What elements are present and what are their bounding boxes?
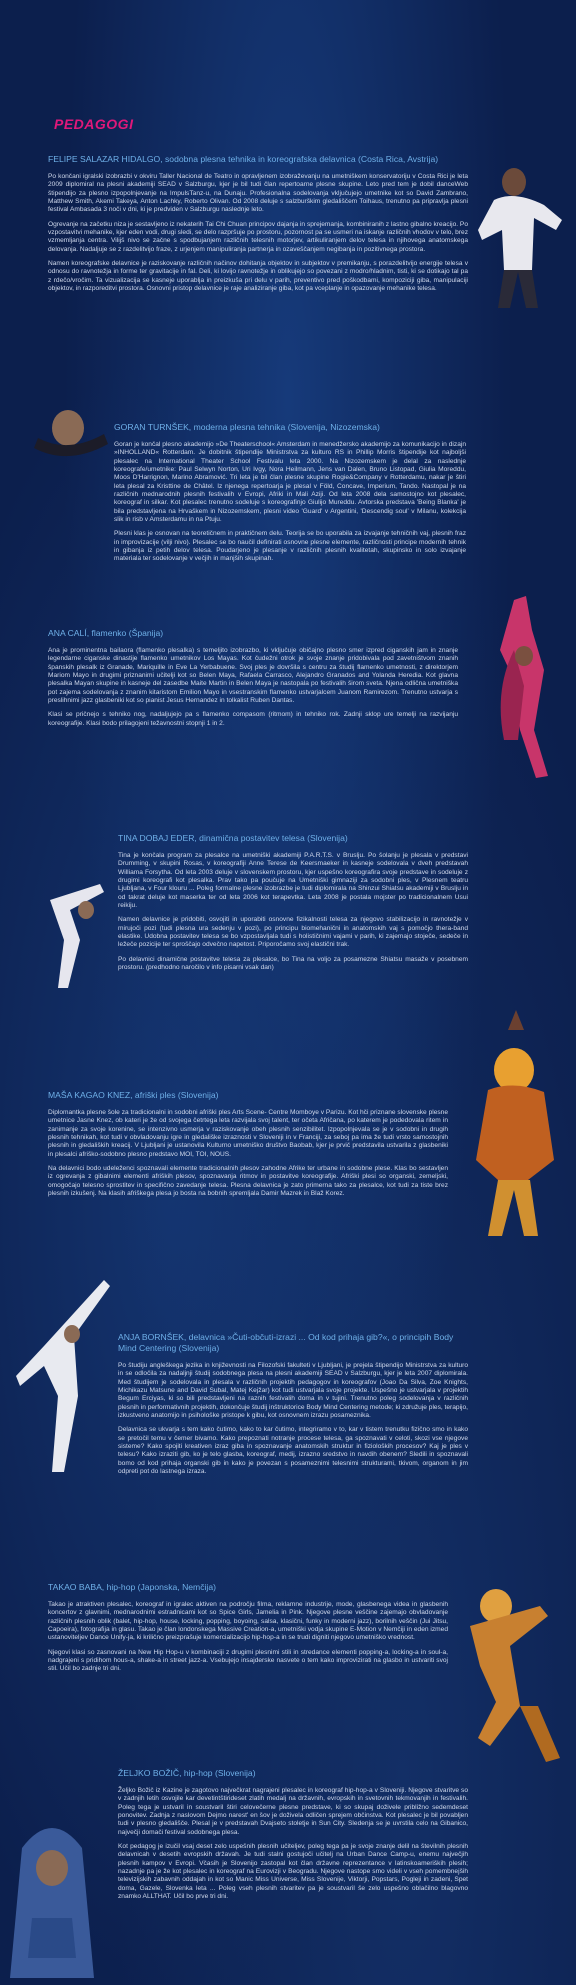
- section-heading: MAŠA KAGAO KNEZ, afriški ples (Slovenija): [48, 1090, 219, 1100]
- dancer-photo-bornsek: [14, 1276, 118, 1476]
- page-title: PEDAGOGI: [54, 116, 134, 132]
- section-paragraph: Goran je končal plesno akademijo »De Theaterschool« Amsterdam in menedžersko akademijo za komunikacijo in dizajn »INHOLLAND« Rotterdam. Je dobitnik štipendije Ministrstva za kulturo RS in Phillip Morris štipendije kot najboljši plesalec na International Theater School Festivalu leta 2000. Na Nizozemskem je delal za naslednje koreografe/umetnike: Paul Selwyn Norton, Uri Ivgy, Nora Heilmann, Jens van Dalen, Bruno Listopad, Giulia Moreddu, Moos D'Harrignon, Marino Abramović. Tri leta je bil član plesne skupine Rogie&Company v Rotterdamu, nakar je štiri leta plesal za Kristtine de Châtel. Iz njenega repertoarja je plesal v Föld, Concave, Imperium, Tando. Nastopal je na različnih mednarodnih plesnih festivalih v Evropi, Afriki in Mali Aziji. Od leta 2008 dela samostojno kot plesalec, koreograf in silkar. Kot plesalec trenutno sodeluje s koreografinjo Giulijo Mureddu. Avtorska predstava 'Being Blanka' je bila predstavljena na Hrvaškem in Nizozemskem, plesni video 'Guard' v Argentini, 'Descendig soul' v Milanu, kolekcija slik in risb v Amsterdamu in na Ptuju.: [114, 441, 466, 524]
- section-paragraph: Namen delavnice je pridobiti, osvojiti in uporabiti osnovne fizikalnosti telesa za njegovo stabilizacijo in ravnotežje v mirujoči pozi (tudi plesna ura sedenju v pozi), po principu biomehanični in anatomskih vaj s pomočjo thera-band elastike. Udobna postavitev telesa se bo vzpostavljala tudi s holističnimi vajami v parih, ki zajemajo stoječe, sedeče in ležeče pozicije ter sproščajo odvečno napetost. Priporočamo svoj elastični trak.: [118, 916, 468, 949]
- section-dobaj-eder: [118, 833, 468, 978]
- section-heading: ANJA BORNŠEK, delavnica »Čuti-občuti-izrazi ... Od kod prihaja gib?«, o principih Body Mind Centering (Slovenija): [118, 1332, 454, 1353]
- section-salazar: [48, 154, 468, 299]
- section-heading: ŽELJKO BOŽIČ, hip-hop (Slovenija): [118, 1768, 256, 1778]
- section-paragraph: Tina je končala program za plesalce na umetniški akademiji P.A.R.T.S. v Bruslju. Po šolanju je plesala v predstavi Drumming, v skupini Rosas, v koreografiji Anne Terese de Keersmaeker in kasneje sodelovala v dveh predstavah Williama Forsytha. Od leta 2003 deluje v slovenskem prostoru, kjer uspešno koreografira svoje predstave in sodeluje z drugimi koreografi kot plesalka. Prav tako pa poučuje na Umetniški gimnaziji za sodobni ples, v Plesnem teatru Ljubljana, v Four klouru ... Poleg formalne plesne izobrazbe je tudi diplomirala na Shinzui Shiatsu akademiji v Bruslju in od takrat deluje kot maserka ter od leta 2006 kot terapevtka. Leta 2008 je postala mojster po tradicionalnem Usui reikiju.: [118, 852, 468, 910]
- section-paragraph: Ana je prominentna bailaora (flamenko plesalka) s temeljito izobrazbo, ki vključuje običajno plesno smer izpred ciganskih jam in znanje legendarne ciganske dinastije flamenko umetnikov Los Mayas. Kot čudežni otrok je svoje znanje pridobivala pod zavetništvom znanih španskih plesalk iz Granade, Mariquille in Eve La Yerbabuene. Svoj ples je dovršila s centru za študij flamenko umetnosti, z direktorjem Mariom Mayo in drugimi priznanimi učitelji kot so Belen Maya, Rafaela Carrasco, Alejandro Granados and Yolanda Heredia. Kot glavna plesalka Mayan skupine in kasneje del zasedbe Maite Martin in Belen Maya je nastopala po festivalih širom sveta. Njena odlična umetniška pot zajema sodelovanja z znanim kitaristom Emilion Mayo in vsestranskim flamenko ustvarjalcem Juanom Ramirezom. Trenutno ustvarja s preslihnimi jazz glasbeniki kot so pianist Jesus Hernandez in tolkalist Ruben Dantas.: [48, 647, 458, 705]
- section-bornsek: [118, 1332, 468, 1482]
- dancer-photo-baba: [450, 1566, 570, 1766]
- section-heading: TINA DOBAJ EDER, dinamična postavitev telesa (Slovenija): [118, 833, 348, 843]
- section-paragraph: Po končani igralski izobrazbi v okviru Taller Nacional de Teatro in opravljenem izobraževanju na umetniškem konservatoriju v Costa Rici je leta 2009 diplomiral na plesni akademiji SEAD v Salzburgu, kjer je bil tudi član repertoarne plesne skupine. Leto pred tem je dobil danceWeb štipendijo za plesno izpopolnjevanje na ImpulsTanz-u, na Dunaju. Profesionalna sodelovanja vključujejo umetnike kot so David Zambrano, Matthew Smith, Akemi Takeya, Anton Lachky, Roberto Olivan. Od 2008 deluje s salzburškim gledališčem Toihaus, trenutno pa pripravlja plesni festival Ambasada 3 noči v dni, ki je predviden v Salzburgu naslednje leto.: [48, 173, 468, 214]
- section-heading: GORAN TURNŠEK, moderna plesna tehnika (Slovenija, Nizozemska): [114, 422, 380, 432]
- section-paragraph: Ogrevanje na začetku niza je sestavljeno iz nekaterih Tai Chi Chuan principov dajanja in sprejemanja, kombiniranih z lastno gibalno kreacijo. Po vzpostavitvi mehanike, kjer eden vodi, drugi sledi, se delo razpršuje po prostoru, pozornost pa se usmeri na iskanje različnih vhodov v telo, brez vzmemljanja centra. Vilijš nivo se začne s spodbujanjem različnih telesnih motorjev, artikuliranjem delov telesa in njihovega anatomskega delovanja. Nadaljuje se z razdelitvijo fraze, z urjenjem manipuliranja partnerja in ozaveščanjem negibanja in pozitivnega prostora.: [48, 220, 468, 253]
- section-paragraph: Njegovi klasi so zasnovani na New Hip Hop-u v kombinaciji z drugimi plesnimi stili in stredance elementi popping-a, locking-a in soul-a, nadgrajeni s pridihom hous-a, shake-a in street jazz-a. Vsebujejo insajderske nasvete o tem kako improvizirati na glasbo in ustvariti svoj stil. Učil bo zadnje tri dni.: [48, 1648, 448, 1673]
- section-paragraph: Željko Božič iz Kazine je zagotovo največkrat nagrajeni plesalec in koreograf hip-hop-a v Sloveniji. Njegove stvaritve so v zadnjih letih osvojile kar devetintštirideset zlatih medalj na državnih, evropskih in svetovnih tekmovanjih in festivalih. Poleg tega je ustvaril in soustvaril štiri celovečerne plesne predstave, ki so skupaj doživele približno sedemdeset ponovitev. Zadnja z naslovom Dejmo narest' en šov je doživela odličen sprejem občinstva. Kot plesalec je bil povabljen tudi v plesno gledališče. Plesal je v predstavah Dvajseto stoletje in Sun City. Sledenja se je uvrstila celo na Gibanico, največji domači festival sodobnega plesa.: [118, 1787, 468, 1836]
- section-paragraph: Plesni klas je osnovan na teoretičnem in praktičnem delu. Teorija se bo uporabila za izvajanje tehničnih vaj, plesnih fraz in improvizacije (vilji nivo). Plesalec se bo naučil definirati osnovne plesne elemente, različnosti principe modernih tehnik in gibanja iz petih delov telesa. Poudarjeno je plesanje v različnih plesnih kvalitetah, skupinsko in solo izvajanje materiala ter sodelovanje v večjih in manjših skupinah.: [114, 530, 466, 563]
- section-heading: TAKAO BABA, hip-hop (Japonska, Nemčija): [48, 1582, 216, 1592]
- section-paragraph: Kot pedagog je izučil vsaj deset zelo uspešnih plesnih učiteljev, poleg tega pa je svoje znanje delil na številnih plesnih delavnicah v desetih evropskih državah. Je tudi stalni gostujoči učitelj na Urban Dance Camp-u, enemu največjih plesnih kampov v Evropi. Včasih je Slovenijo zastopal kot član državne reprezentance v latinskoameriških plesih; nazadnje pa je že kot plesalec in koreograf na Eurovizji v Beogradu. Njegove nastope smo videli v vseh pomembnejših televizijskih zabavnih oddajah in kot so Manic Miss Universe, Miss Slovenije, Viktorji, Popstars, Pogleji in zadeni, Spet doma, Gazele, Slovenka leta ... Poleg vseh plesnih stvaritev pa je soustvaril še zelo uspešno oblačilno blagovno znamko ALLTHAT. Učil bo prve tri dni.: [118, 1843, 468, 1901]
- section-paragraph: Takao je atraktiven plesalec, koreograf in igralec aktiven na področju filma, reklamne industrije, mode, glasbenega videa in glasbenih koncertov z glavnimi, mednarodnimi estradnicami kot so Spice Girls, Jamelia in Pink. Njegove plesne veščine zajemajo obvladovanje različnih plesnih oblik (balet, hip-hop, house, locking, popping, boyoing, salsa, klasični, funky in moderni jazz), borilnih veščin (Jui Jitsu, Capoeira), fotografija in glasu. Takao je član londonskega Massive Creation-a, umetniški vodja skupine E-Motion v Nemčiji in eden izmed ustanoviteljev Dance Unify-ja, ki krilično preizprašuje komercializacijo hip-hop-a in se trudi digniti njegovo umetniško vrednost.: [48, 1601, 448, 1642]
- section-heading: FELIPE SALAZAR HIDALGO, sodobna plesna tehnika in koreografska delavnica (Costa Rica, Avstrija): [48, 154, 439, 164]
- dancer-photo-kagao-knez: [458, 1000, 570, 1240]
- section-paragraph: Na delavnici bodo udeleženci spoznavali elemente tradicionalnih plesov zahodne Afrike ter urbane in sodobne plese. Klas bo sestavljen iz ogrevanja z gibalnimi elementi afriških plesov, spoznavanja ritmov in postavitve koreografije. Afriški plesi so organski, zemeljski, omogočajo telesno sprostitev in specifično zavedanje telesa. Plesna delavnica je zato primerna tako za plesalce, kot tudi za tiste brez plesnih izkušenj. Na klasih afriškega plesa jo bosta na bobnih spremljala Damir Mazrek in Blaž Korez.: [48, 1165, 448, 1198]
- section-cali: [48, 628, 458, 734]
- section-heading: ANA CALÍ, flamenko (Španija): [48, 628, 164, 638]
- section-paragraph: Diplomantka plesne šole za tradicionalni in sodobni afriški ples Arts Scene- Centre Momboye v Parizu. Kot hči priznane slovenske plesne umetnice Jasne Knez, ob kateri je že od svojega četrtega leta razvijala svoj talent, ter očeta Afričana, po katerem je podedovala ritem in zanimanje za svoje korenine, se intenzivno usmerja v raziskovanje obeh plesnih senzibilitet. Izpopolnjevala se je v sodobni in drugih plesnih tehnikah, kot tudi v obvladovanju igre in gledališke izraznosti v Sloveniji in v Franciji, za seboj pa ima že tudi vrsto samostojnih plesnih in gledaliških kreacij. V Ljubljani je ustanovila Kulturno umetniško društvo Baobab, kjer je prvič predstavila ustvarila z glasbeniki in plesalci afriško-sodobno plesno predstavo MOI, TOI, NOUS.: [48, 1109, 448, 1158]
- section-turnsek: [114, 422, 466, 570]
- section-paragraph: Klasi se pričnejo s tehniko nog, nadaljujejo pa s flamenko compasom (ritmom) in tehniko rok. Zadnji sklop ure temelji na razvijanju koreografije. Klasi bodo prilagojeni težavnostni stopnji 1 in 2.: [48, 711, 458, 727]
- section-paragraph: Po delavnici dinamične postavitve telesa za plesalce, bo Tina na voljo za posamezne Shiatsu masaže v posebnem prostoru. (predhodno naročilo v info pisarni vsak dan): [118, 955, 468, 972]
- section-baba: [48, 1582, 448, 1680]
- section-paragraph: Namen koreografske delavnice je raziskovanje različnih načinov dohitanja objektov in subjektov v premikanju, s porazdelitvijo energije telesa v odnosu do ravnotežja in forme ter gravitacije in fal. Deli, ki lovijo ravnotežje in oblikujejo so povezani z modro/hladnim, tisti, ki se dotikajo tal pa z rdečo/vročim. Ta vizualizacija se kasneje uporablja in preizkuša pri delu v parih, preventivo pred poškodbami, kompoziciji giba, manipulaciji objektov, in razporeditvi prostora. Osnovni pristop delavnice je raje analiziranje giba, kot pa vceplanje in opazovanje mehanike telesa.: [48, 260, 468, 293]
- dancer-photo-cali: [474, 590, 570, 780]
- dancer-photo-dobaj-eder: [40, 880, 120, 990]
- section-paragraph: Po študiju angleškega jezika in književnosti na Filozofski fakulteti v Ljubljani, je prejela štipendijo Ministrstva za kulturo in se odločila za nadaljnji študij sodobnega plesa na plesni akademiji SEAD v Salzburgu, kjer je leta 2007 diplomirala. Med študijem je sodelovala in plesala v različnih projektih pedagogov in koreografov (Joao Da Silva, Zoe Knights, Michikazu Matsune and David Subal, Matej Kejžar) kot tudi ustvarjala svoje projekte. Uspešno je ustvarjala v projektih Begum Erciyas, ki so bili predstavljeni na raznih festivalih doma in v tujini. Trenutno poleg sodelovanja v različnih plesnih in performativnih projektih, dokončuje študij inštruktorice Body Mind Centering metode; ki združuje ples, terapijo, izkustveno anatomijo in psihološke pristope k gibu, kot osnovnem izrazu posameznika.: [118, 1362, 469, 1420]
- dancer-photo-bozic: [2, 1808, 102, 1982]
- section-paragraph: Delavnica se ukvarja s tem kako čutimo, kako to kar čutimo, integriramo v to, kar v tistem trenutku fizično smo in kako se pretočil temu v čemer bivamo. Kako prepoznati notranje procese telesa, ga spoznavati v celoti, skozi vse njegove sisteme? Kako spojiti kreativen izraz giba in spoznavanje anatomskih struktur in fizioloških procesov? Kaj je ples v telesu? Kako izraziti gib, ko je telo glasba, koreograf, medij, izrazno sredstvo in navdih obenem? Sledili in spoznavali bomo od kod prihaja organski gib in kako je povezan s posameznimi telesnimi strukturami, tkivom, organom in jim odpreti pot do lastnega izraza.: [118, 1426, 468, 1476]
- dancer-photo-salazar: [474, 160, 570, 310]
- dancer-photo-turnsek: [18, 404, 110, 464]
- section-kagao-knez: [48, 1090, 448, 1204]
- section-bozic: [118, 1768, 468, 1907]
